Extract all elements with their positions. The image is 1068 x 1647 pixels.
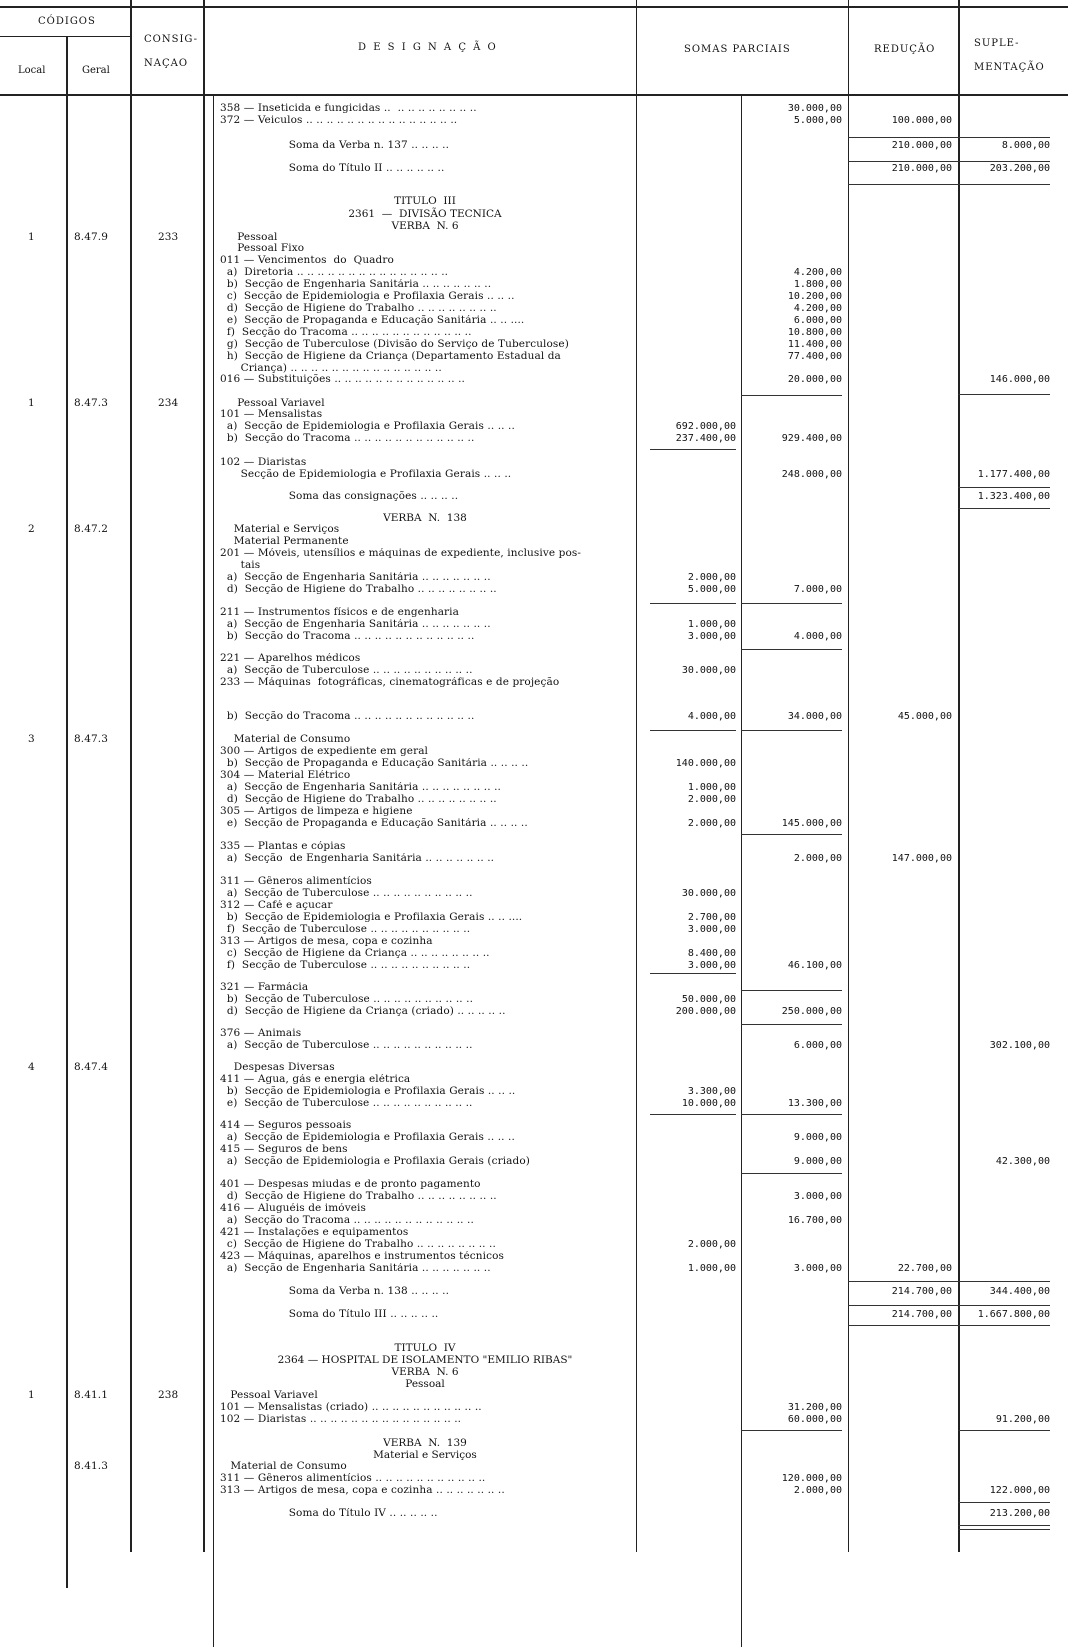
row-heading: Material e Serviços (373, 1449, 477, 1461)
row-reducao: 210.000,00 (891, 140, 952, 151)
row-designacao: 102 — Diaristas (220, 457, 307, 468)
row-designacao: 321 — Farmácia (220, 982, 309, 993)
row-soma-parcial-1: 140.000,00 (675, 758, 736, 769)
row-code-local: 1 (28, 231, 35, 243)
row-code-geral: 8.41.3 (74, 1460, 108, 1472)
row-soma-parcial-2: 1.800,00 (793, 279, 842, 290)
row-soma-parcial-1: 692.000,00 (675, 421, 736, 432)
row-soma-parcial-2: 3.000,00 (793, 1191, 842, 1202)
row-designacao: e) Secção de Propaganda e Educação Sanitária .. .. .. .. (220, 818, 528, 829)
row-soma-parcial-1: 3.300,00 (687, 1086, 736, 1097)
row-soma-parcial-1: 2.000,00 (687, 818, 736, 829)
row-reducao: 100.000,00 (891, 115, 952, 126)
total-rule (848, 184, 958, 185)
total-rule (958, 1325, 1050, 1326)
header-geral: Geral (82, 65, 110, 76)
row-designacao: Despesas Diversas (220, 1062, 335, 1073)
col-reducao-suplementacao-divider (958, 0, 960, 1552)
row-soma-parcial-1: 30.000,00 (681, 888, 736, 899)
row-soma-parcial-2: 120.000,00 (781, 1473, 842, 1484)
row-heading: VERBA N. 6 (391, 220, 459, 232)
total-rule (848, 161, 958, 162)
row-designacao: 201 — Móveis, utensílios e máquinas de expediente, inclusive pos- (220, 548, 582, 559)
row-designacao: a) Secção de Engenharia Sanitária .. .. .. .. .. .. .. .. (220, 782, 501, 793)
col-geral-consig-divider (130, 0, 132, 1552)
row-designacao: 414 — Seguros pessoais (220, 1120, 352, 1131)
row-designacao: f) Secção do Tracoma .. .. .. .. .. .. .. .. .. .. .. .. (220, 327, 472, 338)
total-rule (958, 1525, 1050, 1526)
row-soma-parcial-1: 2.000,00 (687, 794, 736, 805)
total-rule (958, 487, 1050, 488)
row-soma-parcial-2: 13.300,00 (787, 1098, 842, 1109)
total-rule (741, 1024, 842, 1025)
row-suplementacao: 122.000,00 (989, 1485, 1050, 1496)
row-suplementacao: 8.000,00 (1001, 140, 1050, 151)
total-rule (741, 834, 842, 835)
row-designacao: Soma das consignações .. .. .. .. (220, 491, 459, 502)
row-designacao: 423 — Máquinas, aparelhos e instrumentos técnicos (220, 1251, 504, 1262)
total-rule (650, 730, 736, 731)
row-designacao: a) Secção de Engenharia Sanitária .. .. .. .. .. .. .. (220, 853, 495, 864)
row-designacao: Pessoal Variavel (220, 398, 325, 409)
row-designacao: c) Secção de Higiene do Trabalho .. .. .. .. .. .. .. .. (220, 1239, 496, 1250)
total-rule (650, 973, 736, 974)
row-designacao: 304 — Material Elétrico (220, 770, 351, 781)
total-rule (958, 1430, 1050, 1431)
row-designacao: f) Secção de Tuberculose .. .. .. .. .. .. .. .. .. .. (220, 924, 471, 935)
row-soma-parcial-2: 2.000,00 (793, 853, 842, 864)
row-soma-parcial-2: 929.400,00 (781, 433, 842, 444)
total-rule (958, 394, 1050, 395)
total-rule (741, 1430, 842, 1431)
row-soma-parcial-2: 3.000,00 (793, 1263, 842, 1274)
row-soma-parcial-2: 31.200,00 (787, 1402, 842, 1413)
row-suplementacao: 1.667.800,00 (977, 1309, 1050, 1320)
row-designacao: tais (220, 560, 261, 571)
row-soma-parcial-2: 5.000,00 (793, 115, 842, 126)
row-designacao: Material Permanente (220, 536, 349, 547)
row-heading: 2361 — DIVISÃO TECNICA (348, 208, 502, 220)
row-designacao: d) Secção de Higiene do Trabalho .. .. .. .. .. .. .. .. (220, 584, 497, 595)
total-rule (650, 1114, 736, 1115)
total-rule (848, 1305, 958, 1306)
total-rule (958, 161, 1050, 162)
row-code-geral: 8.41.1 (74, 1389, 108, 1401)
row-designacao: 311 — Gêneros alimentícios (220, 876, 372, 887)
row-soma-parcial-1: 5.000,00 (687, 584, 736, 595)
row-code-local: 4 (28, 1061, 35, 1073)
row-soma-parcial-1: 1.000,00 (687, 1263, 736, 1274)
row-designacao: 421 — Instalações e equipamentos (220, 1227, 409, 1238)
row-soma-parcial-1: 1.000,00 (687, 782, 736, 793)
row-soma-parcial-2: 4.200,00 (793, 303, 842, 314)
row-designacao: 411 — Água, gás e energia elétrica (220, 1074, 411, 1085)
row-suplementacao: 344.400,00 (989, 1286, 1050, 1297)
col-consig-designacao-divider (203, 0, 205, 1552)
row-designacao: d) Secção de Higiene da Criança (criado) .. .. .. .. .. (220, 1006, 506, 1017)
row-soma-parcial-2: 250.000,00 (781, 1006, 842, 1017)
row-designacao: b) Secção de Epidemiologia e Profilaxia Gerais .. .. .... (220, 912, 523, 923)
row-reducao: 147.000,00 (891, 853, 952, 864)
row-designacao: 305 — Artigos de limpeza e higiene (220, 806, 413, 817)
row-designacao: 221 — Aparelhos médicos (220, 653, 361, 664)
row-code-geral: 8.47.3 (74, 733, 108, 745)
row-heading: VERBA N. 139 (383, 1437, 467, 1449)
row-designacao: d) Secção de Higiene do Trabalho .. .. .. .. .. .. .. .. (220, 303, 497, 314)
row-designacao: e) Secção de Propaganda e Educação Sanitária .. .. .... (220, 315, 525, 326)
row-designacao: b) Secção do Tracoma .. .. .. .. .. .. .. .. .. .. .. .. (220, 631, 475, 642)
row-designacao: a) Secção de Epidemiologia e Profilaxia Gerais .. .. .. (220, 1132, 515, 1143)
row-designacao: a) Secção de Tuberculose .. .. .. .. .. .. .. .. .. .. (220, 888, 473, 899)
row-designacao: b) Secção de Epidemiologia e Profilaxia Gerais .. .. .. (220, 1086, 516, 1097)
row-designacao: c) Secção de Higiene da Criança .. .. .. .. .. .. .. .. (220, 948, 490, 959)
row-designacao: 311 — Gêneros alimentícios .. .. .. .. .. .. .. .. .. .. .. (220, 1473, 486, 1484)
row-designacao: 016 — Substituições .. .. .. .. .. .. .. .. .. .. .. .. .. (220, 374, 465, 385)
total-rule (741, 1114, 842, 1115)
row-designacao: a) Secção de Engenharia Sanitária .. .. .. .. .. .. .. (220, 572, 491, 583)
total-rule (848, 1281, 958, 1282)
row-designacao: d) Secção de Higiene do Trabalho .. .. .. .. .. .. .. .. (220, 794, 497, 805)
row-soma-parcial-1: 2.000,00 (687, 1239, 736, 1250)
row-code-local: 3 (28, 733, 35, 745)
row-designacao: Criança) .. .. .. .. .. .. .. .. .. .. .. .. .. .. .. (220, 363, 442, 374)
row-consignacao: 238 (158, 1389, 179, 1401)
row-designacao: 313 — Artigos de mesa, copa e cozinha (220, 936, 433, 947)
total-rule (741, 649, 842, 650)
row-designacao: Soma do Título III .. .. .. .. .. (220, 1309, 439, 1320)
row-designacao: h) Secção de Higiene da Criança (Departamento Estadual da (220, 351, 561, 362)
header-codigos: CÓDIGOS (38, 16, 96, 27)
row-designacao: 312 — Café e açucar (220, 900, 333, 911)
row-code-geral: 8.47.4 (74, 1061, 108, 1073)
total-rule (650, 449, 736, 450)
row-soma-parcial-2: 4.200,00 (793, 267, 842, 278)
row-designacao: 211 — Instrumentos físicos e de engenharia (220, 607, 459, 618)
row-soma-parcial-1: 3.000,00 (687, 631, 736, 642)
row-soma-parcial-1: 3.000,00 (687, 924, 736, 935)
row-reducao: 22.700,00 (897, 1263, 952, 1274)
total-rule (958, 184, 1050, 185)
row-designacao: a) Secção de Epidemiologia e Profilaxia Gerais .. .. .. (220, 421, 515, 432)
row-heading: TITULO III (394, 195, 456, 207)
row-designacao: Pessoal (220, 232, 278, 243)
row-soma-parcial-2: 6.000,00 (793, 315, 842, 326)
col-designacao-somas-divider (636, 0, 637, 1552)
row-code-local: 2 (28, 523, 35, 535)
row-heading: VERBA N. 138 (383, 512, 467, 524)
header-consignacao: CONSIG- NAÇAO (144, 34, 198, 69)
row-reducao: 214.700,00 (891, 1309, 952, 1320)
row-soma-parcial-1: 237.400,00 (675, 433, 736, 444)
row-reducao: 45.000,00 (897, 711, 952, 722)
total-rule (741, 990, 842, 991)
total-rule (848, 1325, 958, 1326)
row-designacao: Soma da Verba n. 137 .. .. .. .. (220, 140, 450, 151)
row-designacao: Material de Consumo (220, 734, 351, 745)
row-designacao: Soma do Título II .. .. .. .. .. .. (220, 163, 445, 174)
header-bottom-rule (0, 94, 1068, 96)
row-designacao: 011 — Vencimentos do Quadro (220, 255, 394, 266)
row-soma-parcial-2: 30.000,00 (787, 103, 842, 114)
header-local: Local (18, 65, 46, 76)
row-designacao: b) Secção de Tuberculose .. .. .. .. .. .. .. .. .. .. (220, 994, 474, 1005)
row-suplementacao: 213.200,00 (989, 1508, 1050, 1519)
row-designacao: 415 — Seguros de bens (220, 1144, 348, 1155)
col-local-geral-divider (66, 36, 68, 1588)
row-soma-parcial-2: 10.200,00 (787, 291, 842, 302)
row-soma-parcial-2: 4.000,00 (793, 631, 842, 642)
row-designacao: Soma da Verba n. 138 .. .. .. .. (220, 1286, 450, 1297)
row-soma-parcial-1: 50.000,00 (681, 994, 736, 1005)
total-rule (958, 508, 1050, 509)
row-designacao: 416 — Aluguéis de imóveis (220, 1203, 367, 1214)
row-soma-parcial-2: 7.000,00 (793, 584, 842, 595)
row-designacao: a) Secção de Engenharia Sanitária .. .. .. .. .. .. .. (220, 619, 491, 630)
row-reducao: 214.700,00 (891, 1286, 952, 1297)
row-soma-parcial-1: 2.000,00 (687, 572, 736, 583)
row-soma-parcial-1: 2.700,00 (687, 912, 736, 923)
row-designacao: d) Secção de Higiene do Trabalho .. .. .. .. .. .. .. .. (220, 1191, 497, 1202)
row-designacao: b) Secção do Tracoma .. .. .. .. .. .. .. .. .. .. .. .. (220, 433, 475, 444)
total-rule (958, 1529, 1050, 1530)
row-soma-parcial-1: 30.000,00 (681, 665, 736, 676)
row-heading: Pessoal (405, 1378, 445, 1390)
row-designacao: 101 — Mensalistas (criado) .. .. .. .. .. .. .. .. .. .. .. (220, 1402, 482, 1413)
total-rule (741, 603, 842, 604)
row-designacao: 300 — Artigos de expediente em geral (220, 746, 429, 757)
row-designacao: g) Secção de Tuberculose (Divisão do Serviço de Tuberculose) (220, 339, 569, 350)
row-designacao: Pessoal Fixo (220, 243, 305, 254)
row-designacao: 335 — Plantas e cópias (220, 841, 346, 852)
row-heading: TITULO IV (394, 1342, 456, 1354)
row-soma-parcial-2: 11.400,00 (787, 339, 842, 350)
row-soma-parcial-2: 2.000,00 (793, 1485, 842, 1496)
row-suplementacao: 91.200,00 (995, 1414, 1050, 1425)
row-soma-parcial-2: 248.000,00 (781, 469, 842, 480)
total-rule (958, 1281, 1050, 1282)
row-suplementacao: 1.323.400,00 (977, 491, 1050, 502)
row-designacao: 358 — Inseticida e fungicidas .. .. .. .. .. .. .. .. .. (220, 103, 477, 114)
row-code-geral: 8.47.9 (74, 231, 108, 243)
row-designacao: 372 — Veiculos .. .. .. .. .. .. .. .. .. .. .. .. .. .. .. (220, 115, 458, 126)
row-designacao: e) Secção de Tuberculose .. .. .. .. .. .. .. .. .. .. (220, 1098, 473, 1109)
row-consignacao: 234 (158, 397, 179, 409)
row-designacao: b) Secção de Propaganda e Educação Sanitária .. .. .. .. (220, 758, 529, 769)
row-code-geral: 8.47.3 (74, 397, 108, 409)
row-soma-parcial-2: 34.000,00 (787, 711, 842, 722)
row-soma-parcial-2: 9.000,00 (793, 1132, 842, 1143)
row-designacao: a) Secção do Tracoma .. .. .. .. .. .. .. .. .. .. .. .. (220, 1215, 474, 1226)
row-designacao: 233 — Máquinas fotográficas, cinematográficas e de projeção (220, 677, 560, 688)
row-designacao: 101 — Mensalistas (220, 409, 323, 420)
row-designacao: c) Secção de Epidemiologia e Profilaxia Gerais .. .. .. (220, 291, 515, 302)
row-soma-parcial-1: 3.000,00 (687, 960, 736, 971)
total-rule (741, 1173, 842, 1174)
row-suplementacao: 146.000,00 (989, 374, 1050, 385)
row-designacao: a) Secção de Tuberculose .. .. .. .. .. .. .. .. .. .. (220, 1040, 473, 1051)
row-designacao: Soma do Título IV .. .. .. .. .. (220, 1508, 438, 1519)
row-soma-parcial-2: 6.000,00 (793, 1040, 842, 1051)
row-designacao: Material e Serviços (220, 524, 340, 535)
row-soma-parcial-2: 145.000,00 (781, 818, 842, 829)
total-rule (741, 730, 842, 731)
row-designacao: f) Secção de Tuberculose .. .. .. .. .. .. .. .. .. .. (220, 960, 471, 971)
row-designacao: Pessoal Variavel (220, 1390, 318, 1401)
codigos-divider (0, 36, 130, 37)
row-reducao: 210.000,00 (891, 163, 952, 174)
header-reducao: REDUÇÃO (874, 44, 936, 55)
row-designacao: a) Secção de Engenharia Sanitária .. .. .. .. .. .. .. (220, 1263, 491, 1274)
row-soma-parcial-1: 4.000,00 (687, 711, 736, 722)
total-rule (958, 137, 1050, 138)
header-somas-parciais: SOMAS PARCIAIS (684, 44, 791, 55)
total-rule (958, 1502, 1050, 1503)
row-suplementacao: 1.177.400,00 (977, 469, 1050, 480)
total-rule (958, 1305, 1050, 1306)
row-suplementacao: 302.100,00 (989, 1040, 1050, 1051)
header-suplementacao: SUPLE- MENTAÇÃO (974, 38, 1045, 73)
row-soma-parcial-2: 77.400,00 (787, 351, 842, 362)
col-somas-reducao-divider (848, 0, 849, 1552)
row-designacao: a) Diretoria .. .. .. .. .. .. .. .. .. .. .. .. .. .. .. (220, 267, 449, 278)
row-designacao: 313 — Artigos de mesa, copa e cozinha .. .. .. .. .. .. .. (220, 1485, 505, 1496)
row-soma-parcial-1: 8.400,00 (687, 948, 736, 959)
top-rule (0, 6, 1068, 8)
row-designacao: 401 — Despesas miudas e de pronto pagamento (220, 1179, 481, 1190)
row-code-local: 1 (28, 1389, 35, 1401)
col-somas-inner-divider (741, 95, 742, 1647)
row-designacao: a) Secção de Tuberculose .. .. .. .. .. .. .. .. .. .. (220, 665, 473, 676)
row-consignacao: 233 (158, 231, 179, 243)
total-rule (741, 395, 842, 396)
row-soma-parcial-1: 200.000,00 (675, 1006, 736, 1017)
row-designacao: 376 — Animais (220, 1028, 302, 1039)
row-soma-parcial-1: 1.000,00 (687, 619, 736, 630)
row-soma-parcial-2: 60.000,00 (787, 1414, 842, 1425)
total-rule (650, 603, 736, 604)
row-suplementacao: 203.200,00 (989, 163, 1050, 174)
row-heading: 2364 — HOSPITAL DE ISOLAMENTO "EMILIO RIBAS" (277, 1354, 573, 1366)
row-soma-parcial-2: 16.700,00 (787, 1215, 842, 1226)
row-designacao: a) Secção de Epidemiologia e Profilaxia Gerais (criado) (220, 1156, 530, 1167)
row-soma-parcial-2: 46.100,00 (787, 960, 842, 971)
row-code-local: 1 (28, 397, 35, 409)
row-designacao: Secção de Epidemiologia e Profilaxia Gerais .. .. .. (220, 469, 512, 480)
row-soma-parcial-2: 20.000,00 (787, 374, 842, 385)
row-suplementacao: 42.300,00 (995, 1156, 1050, 1167)
row-designacao: b) Secção de Engenharia Sanitária .. .. .. .. .. .. .. (220, 279, 492, 290)
header-designacao: D E S I G N A Ç Ã O (358, 42, 498, 53)
row-soma-parcial-2: 10.800,00 (787, 327, 842, 338)
row-soma-parcial-1: 10.000,00 (681, 1098, 736, 1109)
row-heading: VERBA N. 6 (391, 1366, 459, 1378)
total-rule (848, 137, 958, 138)
row-designacao: b) Secção do Tracoma .. .. .. .. .. .. .. .. .. .. .. .. (220, 711, 475, 722)
row-designacao: 102 — Diaristas .. .. .. .. .. .. .. .. .. .. .. .. .. .. .. (220, 1414, 462, 1425)
row-soma-parcial-2: 9.000,00 (793, 1156, 842, 1167)
row-designacao: Material de Consumo (220, 1461, 347, 1472)
row-code-geral: 8.47.2 (74, 523, 108, 535)
col-inner-designacao-divider (213, 95, 214, 1647)
